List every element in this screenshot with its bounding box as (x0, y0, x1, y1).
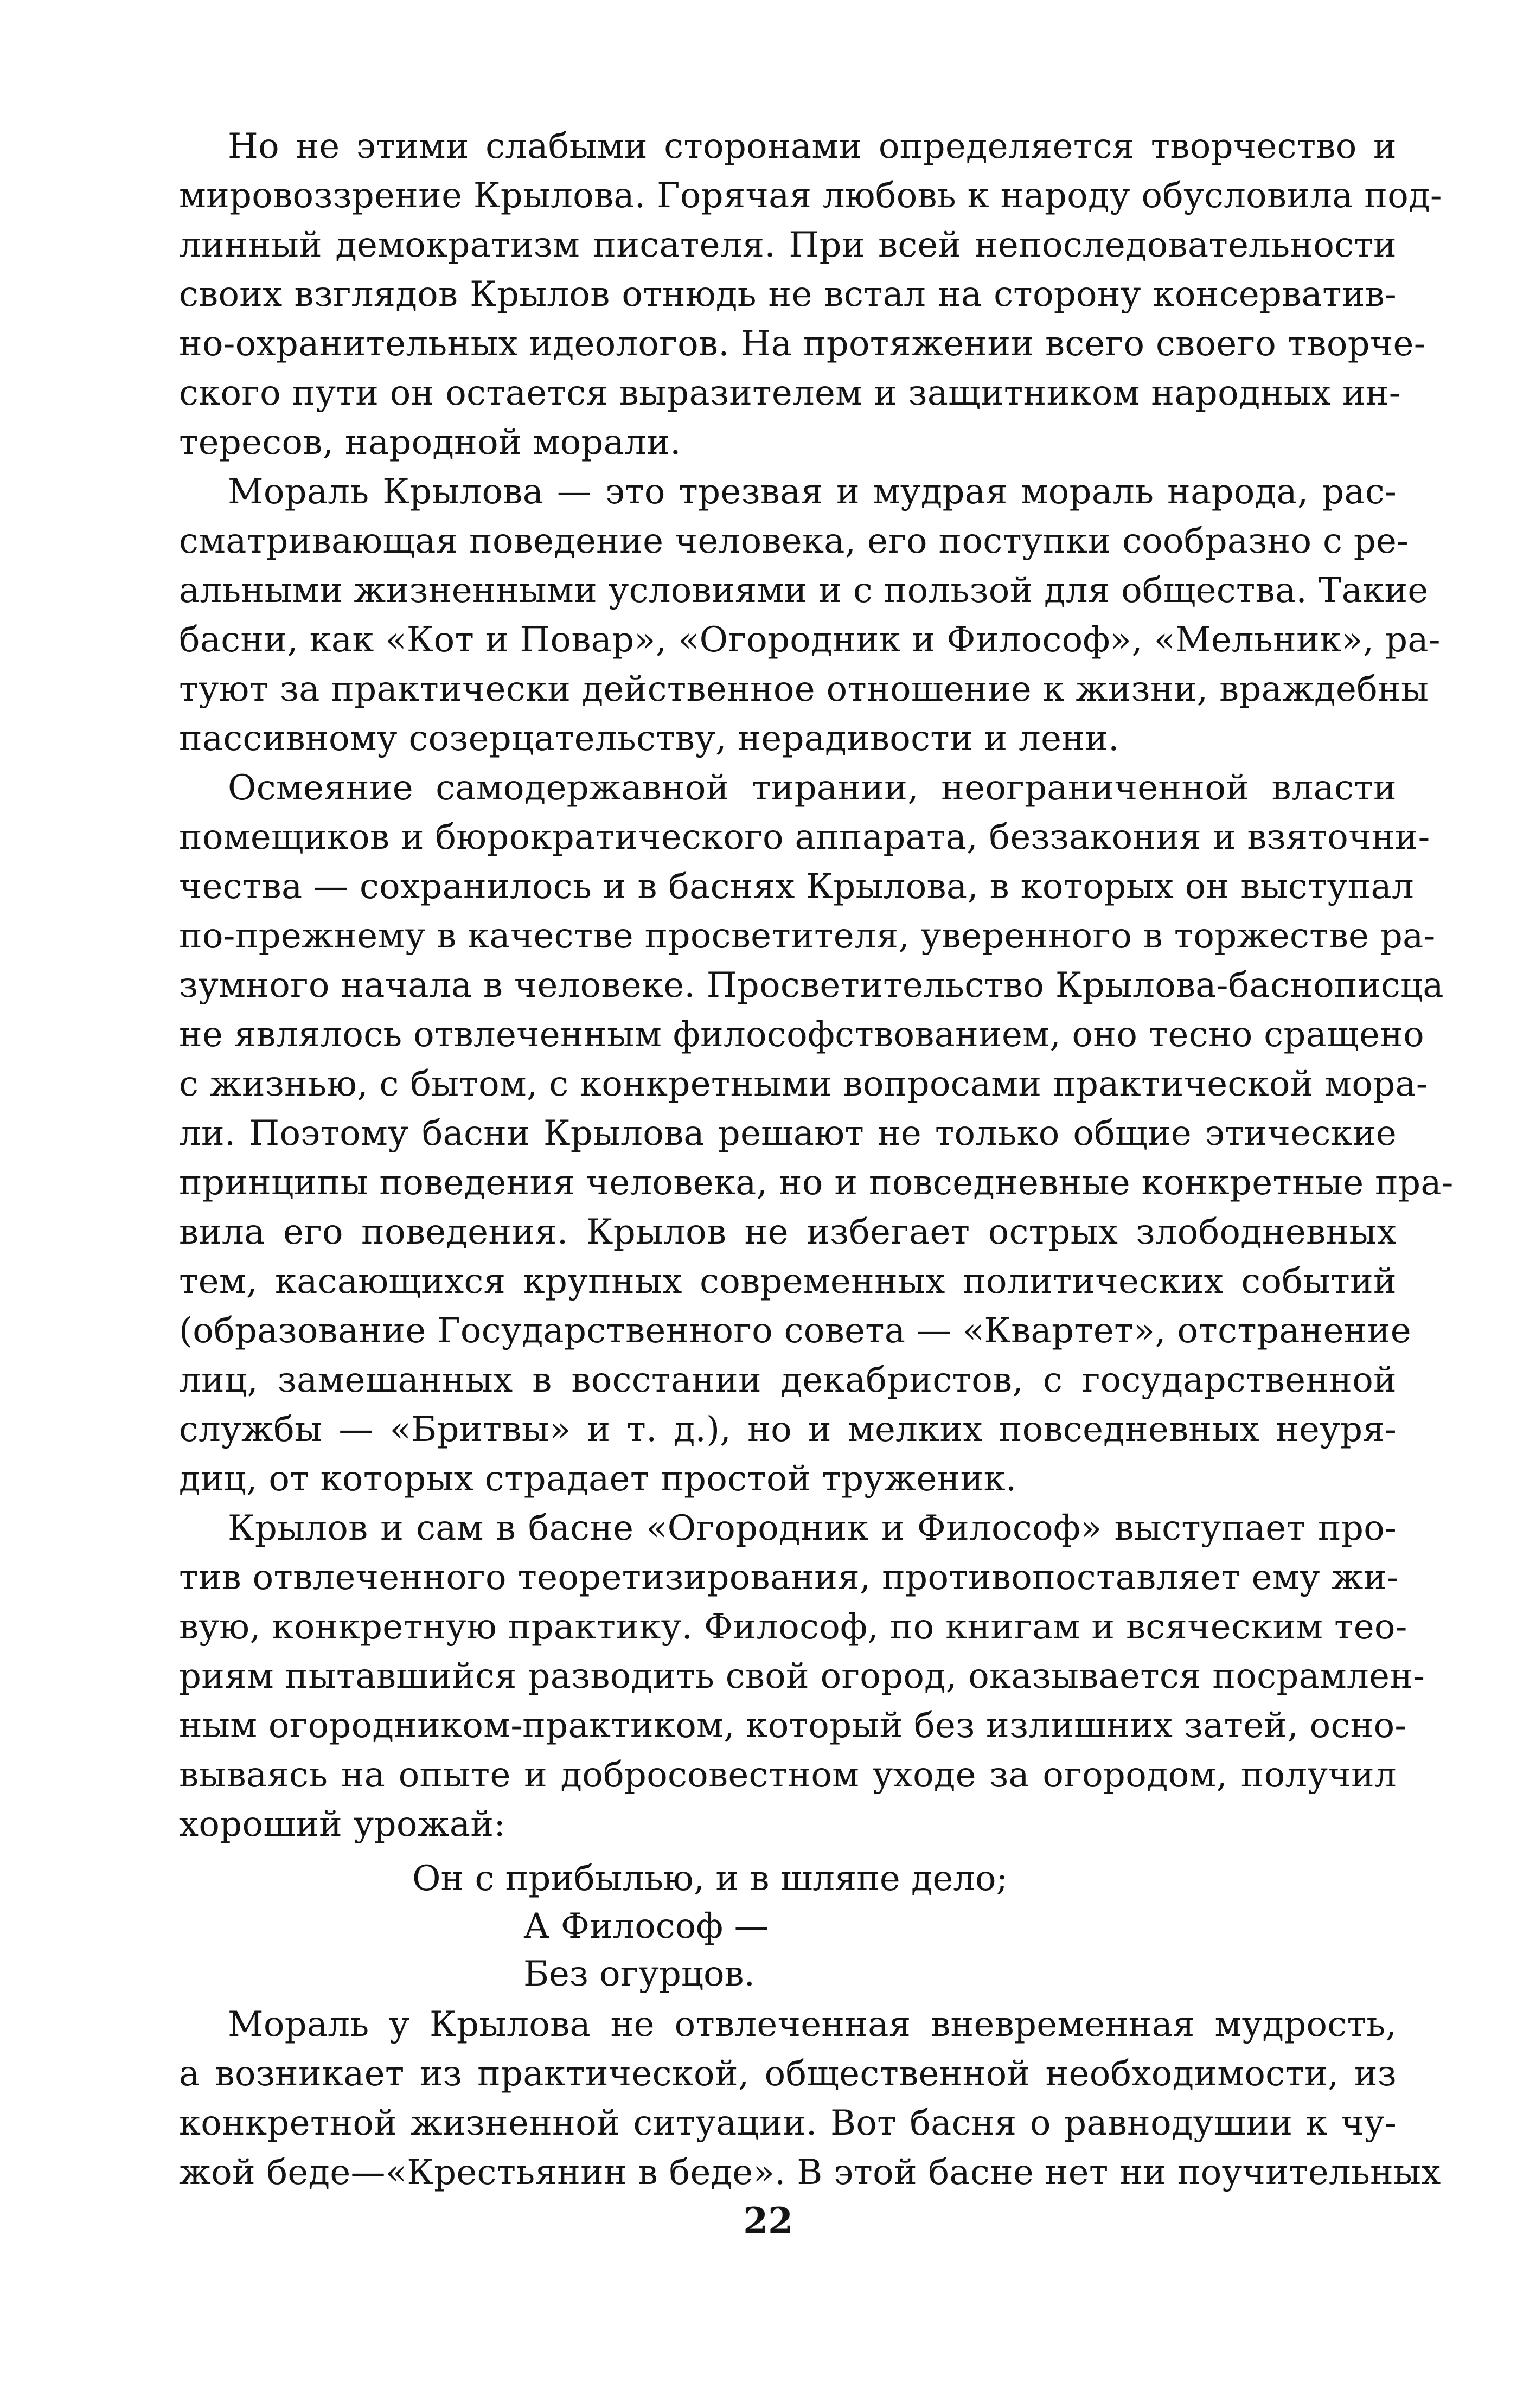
page-number: 22 (743, 2200, 793, 2242)
text-line: пассивному созерцательству, нерадивости и лени. (179, 719, 1119, 759)
paragraph (179, 2000, 1441, 2198)
text-line: лиц, замешанных в восстании декабристов, с государственной (179, 1360, 1397, 1400)
text-line: вила его поведения. Крылов не избегает острых злободневных (179, 1212, 1397, 1252)
text-line: тересов, народной морали. (179, 422, 681, 463)
text-line: принципы поведения человека, но и повседневные конкретные пра- (179, 1163, 1454, 1203)
text-line: а возникает из практической, общественной необходимости, из (179, 2054, 1397, 2094)
text-line: конкретной жизненной ситуации. Вот басня о равнодушии к чу- (179, 2103, 1397, 2143)
verse-line: А Философ — (523, 1906, 769, 1946)
text-line: чества — сохранилось и в баснях Крылова, в которых он выступал (179, 867, 1414, 907)
text-line: зумного начала в человеке. Просветительство Крылова-баснописца (179, 965, 1444, 1006)
text-line: вываясь на опыте и добросовестном уходе за огородом, получил (179, 1755, 1397, 1795)
text-line: Но не этими слабыми сторонами определяется творчество и (228, 126, 1397, 166)
text-line: но-охранительных идеологов. На протяжении всего своего творче- (179, 324, 1426, 364)
text-line: Осмеяние самодержавной тирании, неограниченной власти (228, 768, 1397, 808)
text-line: ным огородником-практиком, который без излишних затей, осно- (179, 1706, 1407, 1746)
text-line: с жизнью, с бытом, с конкретными вопросами практической мора- (179, 1064, 1428, 1104)
text-line: (образование Государственного совета — «Квартет», отстранение (179, 1311, 1411, 1351)
text-line: помещиков и бюрократического аппарата, беззакония и взяточни- (179, 817, 1430, 857)
text-line: альными жизненными условиями и с пользой для общества. Такие (179, 571, 1429, 611)
text-line: туют за практически действенное отношение к жизни, враждебны (179, 669, 1429, 709)
text-line: басни, как «Кот и Повар», «Огородник и Философ», «Мельник», ра- (179, 620, 1441, 660)
text-line: ского пути он остается выразителем и защитником народных ин- (179, 373, 1401, 413)
text-line: тем, касающихся крупных современных политических событий (179, 1261, 1397, 1302)
paragraph (179, 467, 1441, 764)
text-line: Мораль Крылова — это трезвая и мудрая мораль народа, рас- (228, 472, 1397, 512)
text-line: сматривающая поведение человека, его поступки сообразно с ре- (179, 521, 1409, 561)
text-line: своих взглядов Крылов отнюдь не встал на сторону консерватив- (179, 274, 1397, 315)
text-line: риям пытавшийся разводить свой огород, оказывается посрамлен- (179, 1656, 1425, 1696)
text-line: тив отвлеченного теоретизирования, противопоставляет ему жи- (179, 1558, 1399, 1598)
text-line: ли. Поэтому басни Крылова решают не только общие этические (179, 1113, 1397, 1154)
text-line: мировоззрение Крылова. Горячая любовь к народу обусловила под- (179, 176, 1442, 216)
verse-line: Без огурцов. (523, 1954, 755, 1994)
verse-line: Он с прибылью, и в шляпе дело; (412, 1859, 1008, 1899)
text-line: жой беде—«Крестьянин в беде». В этой басне нет ни поучительных (179, 2153, 1441, 2193)
text-line: по-прежнему в качестве просветителя, уверенного в торжестве ра- (179, 916, 1436, 956)
text-line: хороший урожай: (179, 1804, 506, 1845)
verse-quote (412, 1855, 1226, 1998)
text-line: вую, конкретную практику. Философ, по книгам и всяческим тео- (179, 1607, 1407, 1647)
paragraph (179, 122, 1442, 467)
paragraph (179, 764, 1454, 1504)
paragraph (179, 1504, 1425, 1849)
text-line: Крылов и сам в басне «Огородник и Философ» выступает про- (228, 1508, 1397, 1548)
text-line: диц, от которых страдает простой труженик. (179, 1459, 1017, 1499)
text-line: Мораль у Крылова не отвлеченная вневременная мудрость, (228, 2004, 1397, 2045)
text-line: не являлось отвлеченным философствованием, оно тесно сращено (179, 1015, 1424, 1055)
main-text-continued (179, 2000, 1441, 2198)
text-line: службы — «Бритвы» и т. д.), но и мелких повседневных неуря- (179, 1410, 1397, 1450)
text-line: линный демократизм писателя. При всей непоследовательности (179, 225, 1397, 265)
main-text (179, 122, 1454, 1849)
